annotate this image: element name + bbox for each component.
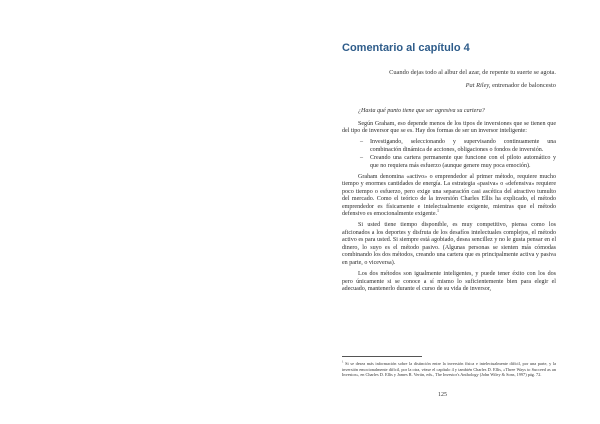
footnote-reference[interactable]: 1 [437, 208, 440, 214]
list-item: – Creando una cartera permanente que funcione con el piloto automático y que no requiera más esfuerzo (aunque genere muy poca emoción). [360, 155, 556, 169]
method-list [342, 139, 556, 170]
list-item-text: Investigando, seleccionando y supervisando continuamente una combinación dinámica de acciones, obligaciones o fondos de inversión. [370, 139, 556, 153]
paragraph: Si usted tiene tiempo disponible, es muy competitivo, piensa como los aficionados a los deportes y disfruta de los desafíos intelectuales complejos, el método activo es para usted. Si siempre está agobiado, desea sencillez y no le gusta pensar en el dinero, lo suyo es el método pasivo. (Algunas personas se sienten más cómodas combinando los dos métodos, creando una cartera que es principalmente activa y pasiva en parte, o viceversa). [342, 222, 556, 267]
footnote-text: Si se desea más información sobre la distinción entre la inversión física e intelectualmente difícil, por una parte, y la inversión emocionalmente difícil, por la otra, véase el capítulo 4 y también Charles D. Ellis, «Three Ways to Succeed as an Investor», en Charles D. Ellis y James R. Vertin, eds., The Investor's Anthology (John Wiley & Sons, 1997) pág. 72. [342, 361, 556, 378]
chapter-heading: Comentario al capítulo 4 [342, 42, 470, 54]
epigraph-quote: Cuando dejas todo al albur del azar, de repente tu suerte se agota. [389, 69, 556, 76]
epigraph-attribution [466, 82, 556, 89]
epigraph-author-role: entrenador de baloncesto [490, 82, 556, 89]
paragraph [342, 174, 556, 219]
body-text [342, 108, 556, 297]
paragraph-text: Graham denomina «activo» o emprendedor al primer método, requiere mucho tiempo y enormes cantidades de energía. La estrategia «pasiva» o «defensiva» requiere poco tiempo o esfuerzo, pero exige una separación casi ascética del atractivo tumulto del mercado. Como el teórico de la inversión Charles Ellis ha explicado, el método emprendedor es físicamente e intelectualmente exigente, mientras que el método defensivo es emocionalmente exigente. [342, 173, 556, 218]
epigraph-author: Pat Riley, [465, 82, 491, 89]
paragraph: Los dos métodos son igualmente inteligentes, y puede tener éxito con los dos pero únicamente si se conoce a sí mismo lo suficientemente bien para elegir el adecuado, mantenerlo durante el curso de su vida de inversor, [342, 270, 556, 293]
footnote [342, 361, 556, 378]
footnote-divider [342, 356, 422, 357]
paragraph: Según Graham, eso depende menos de los tipos de inversiones que se tienen que del tipo de inversor que se es. Hay dos formas de ser un inversor inteligente: [342, 120, 556, 135]
list-item: – Investigando, seleccionando y supervisando continuamente una combinación dinámica de acciones, obligaciones o fondos de inversión. [360, 139, 556, 153]
lead-question: ¿Hasta qué punto tiene que ser agresiva su cartera? [358, 108, 485, 114]
list-item-text: Creando una cartera permanente que funcione con el piloto automático y que no requiera más esfuerzo (aunque genere muy poca emoción). [370, 155, 556, 169]
footnote-mark: 1 [342, 359, 344, 364]
page-number: 125 [438, 392, 447, 398]
